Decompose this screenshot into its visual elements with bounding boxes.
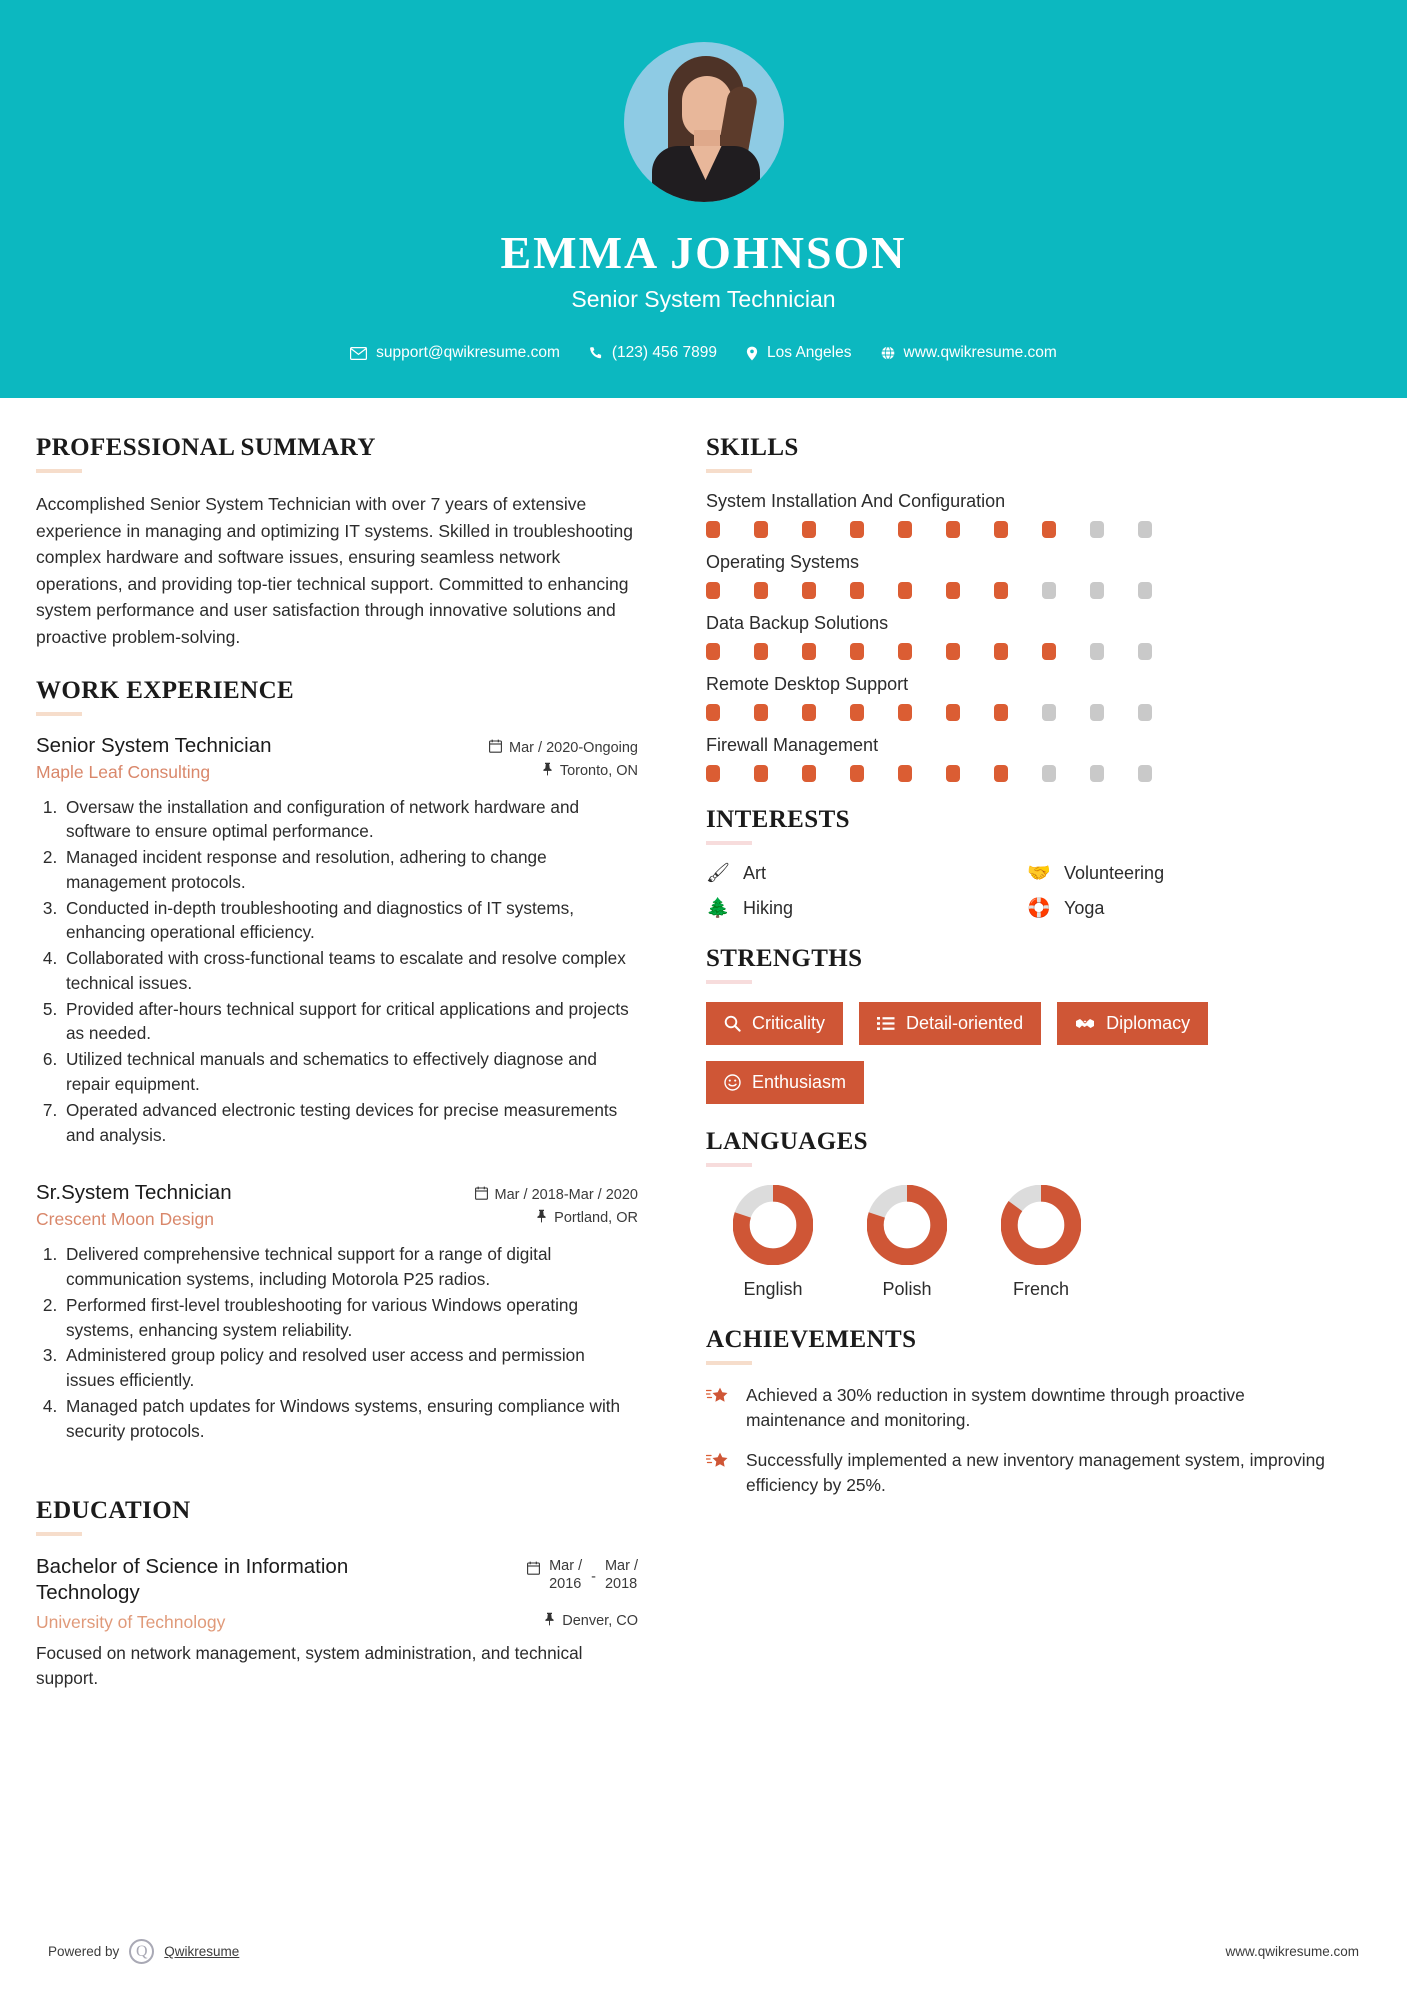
skill-dot-filled (754, 704, 768, 721)
education-location-text: Denver, CO (562, 1612, 638, 1629)
skill-dot-filled (706, 765, 720, 782)
page-footer (0, 1939, 1407, 1964)
skill-dot-filled (706, 582, 720, 599)
job-dates-text: Mar / 2018-Mar / 2020 (494, 1187, 638, 1204)
skill-item (706, 613, 1338, 660)
job-dates (475, 1181, 638, 1204)
skill-dot-filled (802, 643, 816, 660)
skill-dot-filled (754, 765, 768, 782)
education-description: Focused on network management, system administration, and technical support. (36, 1642, 583, 1688)
qwikresume-logo-icon: Q (129, 1939, 154, 1964)
language-name: English (743, 1279, 803, 1299)
skill-dot-empty (1138, 643, 1152, 660)
section-achievements (706, 1326, 1338, 1498)
interest-label: Yoga (1064, 898, 1105, 918)
job-bullets (62, 795, 638, 1148)
skills-list (706, 491, 1338, 782)
skill-item (706, 735, 1338, 782)
interest-label: Hiking (743, 898, 794, 918)
job-location-text: Portland, OR (554, 1210, 638, 1227)
skill-dot-empty (1042, 704, 1056, 721)
section-education (36, 1497, 638, 1690)
education-location (544, 1612, 638, 1630)
contact-phone[interactable] (589, 344, 717, 362)
section-rule (706, 469, 752, 473)
section-rule (36, 1532, 82, 1536)
section-rule (706, 841, 752, 845)
skill-name: Operating Systems (706, 552, 860, 572)
job-bullet: 5. Provided after-hours technical support for critical applications and projects as needed. (62, 997, 638, 1047)
skill-dot-filled (802, 521, 816, 538)
skill-dot-filled (850, 765, 864, 782)
left-column (36, 398, 666, 1691)
section-rule (706, 1163, 752, 1167)
shooting-star-icon (706, 1448, 732, 1497)
strength-label: Detail-oriented (906, 1013, 1024, 1033)
education-degree: Bachelor of Science in Information Technology (36, 1555, 349, 1605)
strengths-list (706, 1002, 1338, 1104)
skill-dot-filled (850, 704, 864, 721)
paintbrush-icon: 🖌 (706, 863, 731, 884)
contact-email-text: support@qwikresume.com (376, 344, 560, 361)
contact-email[interactable] (350, 344, 560, 362)
strength-label: Criticality (752, 1013, 826, 1033)
skill-dot-filled (802, 704, 816, 721)
skill-name: System Installation And Configuration (706, 491, 1006, 511)
skill-dot-empty (1138, 521, 1152, 538)
skill-dot-empty (1090, 643, 1104, 660)
skill-dot-filled (898, 643, 912, 660)
skill-item (706, 491, 1338, 538)
calendar-icon (489, 739, 502, 757)
pushpin-icon (536, 1209, 547, 1227)
skill-dot-filled (946, 704, 960, 721)
footer-branding (48, 1939, 239, 1964)
language-item (974, 1185, 1108, 1300)
section-interests (706, 806, 1338, 919)
strength-label: Diplomacy (1106, 1013, 1191, 1033)
contact-location (746, 344, 851, 362)
interest-item (1027, 898, 1338, 919)
work-entry (36, 1181, 638, 1443)
envelope-icon (350, 347, 367, 360)
interests-heading: INTERESTS (706, 806, 850, 833)
contact-phone-text: (123) 456 7899 (611, 344, 718, 361)
skill-name: Data Backup Solutions (706, 613, 889, 633)
skill-dot-filled (850, 521, 864, 538)
job-dates-text: Mar / 2020-Ongoing (509, 739, 638, 756)
education-entry (36, 1554, 638, 1690)
skill-name: Firewall Management (706, 735, 879, 755)
contact-website[interactable] (881, 344, 1057, 362)
skill-dot-filled (994, 521, 1008, 538)
language-donut-chart (1001, 1185, 1081, 1265)
skill-rating (706, 643, 1338, 660)
language-donut-chart (867, 1185, 947, 1265)
education-heading: EDUCATION (36, 1497, 191, 1525)
interest-item (706, 898, 1017, 919)
skill-dot-filled (850, 643, 864, 660)
section-skills (706, 434, 1338, 782)
section-rule (706, 980, 752, 984)
job-location-text: Toronto, ON (559, 762, 638, 779)
job-bullet: 6. Utilized technical manuals and schematics to effectively diagnose and repair equipment. (62, 1047, 638, 1097)
skill-dot-empty (1090, 704, 1104, 721)
skill-dot-empty (1090, 521, 1104, 538)
language-item (706, 1185, 840, 1300)
job-location (536, 1209, 638, 1227)
skill-dot-filled (850, 582, 864, 599)
job-bullet: 1. Delivered comprehensive technical support for a range of digital communication systems, including Motorola P25 radios. (62, 1242, 638, 1292)
skill-dot-filled (706, 521, 720, 538)
shooting-star-icon (706, 1383, 732, 1432)
education-end-date (605, 1558, 638, 1593)
pushpin-icon (544, 1612, 555, 1630)
section-rule (36, 469, 82, 473)
contact-website-text: www.qwikresume.com (903, 344, 1057, 361)
strength-detail-oriented[interactable] (859, 1002, 1041, 1045)
summary-heading: PROFESSIONAL SUMMARY (36, 434, 376, 461)
education-date-separator: - (591, 1569, 596, 1586)
skill-dot-empty (1042, 765, 1056, 782)
location-pin-icon (746, 346, 758, 361)
job-company: Maple Leaf Consulting (36, 761, 211, 782)
interest-label: Art (743, 863, 767, 883)
handshake-icon (1075, 1016, 1095, 1031)
skill-dot-filled (706, 704, 720, 721)
skill-dot-filled (754, 582, 768, 599)
job-bullet: 4. Collaborated with cross-functional teams to escalate and resolve complex technical issues. (62, 946, 638, 996)
section-work-experience (36, 677, 638, 1444)
header-job-title: Senior System Technician (571, 286, 836, 312)
skill-dot-filled (802, 582, 816, 599)
achievements-heading: ACHIEVEMENTS (706, 1326, 917, 1353)
avatar (624, 42, 784, 202)
skill-dot-empty (1138, 582, 1152, 599)
section-professional-summary (36, 434, 638, 651)
section-rule (36, 712, 82, 716)
skill-rating (706, 704, 1338, 721)
qwikresume-brand-link[interactable]: Qwikresume (164, 1944, 240, 1959)
strengths-heading: STRENGTHS (706, 945, 863, 972)
skill-dot-filled (946, 521, 960, 538)
right-column (666, 398, 1338, 1691)
interest-label: Volunteering (1064, 863, 1165, 883)
skill-dot-filled (1042, 521, 1056, 538)
job-bullet: 3. Conducted in-depth troubleshooting and diagnostics of IT systems, enhancing operational efficiency. (62, 896, 638, 946)
calendar-icon (527, 1558, 540, 1579)
section-languages (706, 1128, 1338, 1300)
handshake-icon: 🤝 (1027, 863, 1051, 884)
list-icon (877, 1016, 895, 1031)
footer-website[interactable]: www.qwikresume.com (1225, 1944, 1359, 1959)
education-school: University of Technology (36, 1611, 226, 1632)
skill-dot-empty (1138, 765, 1152, 782)
language-donut-chart (733, 1185, 813, 1265)
interest-item (706, 863, 1017, 884)
page-title: EMMA JOHNSON (500, 227, 907, 278)
job-dates (489, 734, 638, 757)
strength-label: Enthusiasm (752, 1072, 847, 1092)
skill-dot-filled (946, 765, 960, 782)
skill-dot-empty (1138, 704, 1152, 721)
education-start-date (549, 1558, 582, 1593)
language-name: French (1012, 1279, 1070, 1299)
skill-dot-filled (754, 643, 768, 660)
strength-enthusiasm[interactable] (706, 1061, 864, 1104)
education-dates (527, 1554, 638, 1593)
skills-heading: SKILLS (706, 434, 799, 461)
job-bullet: 3. Administered group policy and resolved user access and permission issues efficiently. (62, 1343, 638, 1393)
job-bullet: 7. Operated advanced electronic testing devices for precise measurements and analysis. (62, 1098, 638, 1148)
skill-rating (706, 765, 1338, 782)
achievement-item (706, 1448, 1338, 1497)
section-strengths (706, 945, 1338, 1104)
job-bullet: 2. Performed first-level troubleshooting for various Windows operating systems, enhancing system reliability. (62, 1293, 638, 1343)
skill-dot-filled (898, 521, 912, 538)
work-entry (36, 734, 638, 1148)
skill-dot-filled (754, 521, 768, 538)
skill-dot-filled (994, 765, 1008, 782)
education-start-year: 2016 (549, 1575, 582, 1592)
skill-dot-filled (994, 704, 1008, 721)
evergreen-tree-icon: 🌲 (706, 898, 730, 919)
job-bullet: 2. Managed incident response and resolution, adhering to change management protocols. (62, 845, 638, 895)
resume-body (0, 398, 1407, 1691)
achievement-item (706, 1383, 1338, 1432)
section-rule (706, 1361, 752, 1365)
job-role: Senior System Technician (36, 733, 272, 757)
summary-text: Accomplished Senior System Technician with over 7 years of extensive experience in managing and optimizing IT systems. Skilled in troubleshooting complex hardware and software issues, ensuring seamless network operations, and providing top-tier technical support. Committed to enhancing system performance and user satisfaction through innovative solutions and proactive problem-solving. (36, 494, 633, 647)
skill-dot-filled (802, 765, 816, 782)
skill-dot-filled (994, 643, 1008, 660)
strength-diplomacy[interactable] (1057, 1002, 1208, 1045)
skill-dot-filled (898, 704, 912, 721)
magnifier-icon (724, 1015, 741, 1032)
education-end-month: Mar / (604, 1558, 638, 1575)
lifebuoy-icon: 🛟 (1027, 898, 1051, 919)
job-bullet: 1. Oversaw the installation and configuration of network hardware and software to ensure optimal performance. (62, 795, 638, 845)
achievement-text: Successfully implemented a new inventory management system, improving efficiency by 25%. (746, 1450, 1325, 1496)
work-heading: WORK EXPERIENCE (36, 676, 295, 704)
powered-by-label: Powered by (48, 1944, 120, 1959)
phone-icon (589, 346, 603, 360)
job-bullets (62, 1242, 638, 1443)
skill-dot-filled (706, 643, 720, 660)
calendar-icon (475, 1186, 488, 1204)
interest-item (1027, 863, 1338, 884)
skill-name: Remote Desktop Support (706, 674, 909, 694)
resume-header (0, 0, 1407, 398)
skill-dot-filled (994, 582, 1008, 599)
skill-dot-empty (1042, 582, 1056, 599)
language-item (840, 1185, 974, 1300)
strength-criticality[interactable] (706, 1002, 843, 1045)
skill-item (706, 674, 1338, 721)
achievement-text: Achieved a 30% reduction in system downtime through proactive maintenance and monitoring. (746, 1385, 1245, 1430)
skill-item (706, 552, 1338, 599)
pushpin-icon (542, 762, 553, 780)
skill-dot-filled (946, 582, 960, 599)
contact-location-text: Los Angeles (767, 344, 852, 361)
skill-dot-filled (946, 643, 960, 660)
job-company: Crescent Moon Design (36, 1209, 214, 1230)
languages-heading: LANGUAGES (706, 1128, 868, 1155)
smiley-icon (724, 1074, 741, 1091)
languages-list (706, 1185, 1338, 1300)
job-bullet: 4. Managed patch updates for Windows systems, ensuring compliance with security protocols. (62, 1394, 638, 1444)
job-location (542, 762, 638, 780)
globe-icon (881, 346, 895, 360)
skill-rating (706, 521, 1338, 538)
skill-dot-empty (1090, 765, 1104, 782)
skill-dot-filled (1042, 643, 1056, 660)
skill-rating (706, 582, 1338, 599)
skill-dot-empty (1090, 582, 1104, 599)
contact-row (350, 344, 1057, 362)
education-end-year: 2018 (604, 1575, 638, 1592)
interests-grid (706, 863, 1338, 919)
language-name: Polish (882, 1279, 932, 1299)
skill-dot-filled (898, 765, 912, 782)
skill-dot-filled (898, 582, 912, 599)
job-role: Sr.System Technician (36, 1181, 232, 1205)
education-start-month: Mar / (549, 1558, 583, 1575)
